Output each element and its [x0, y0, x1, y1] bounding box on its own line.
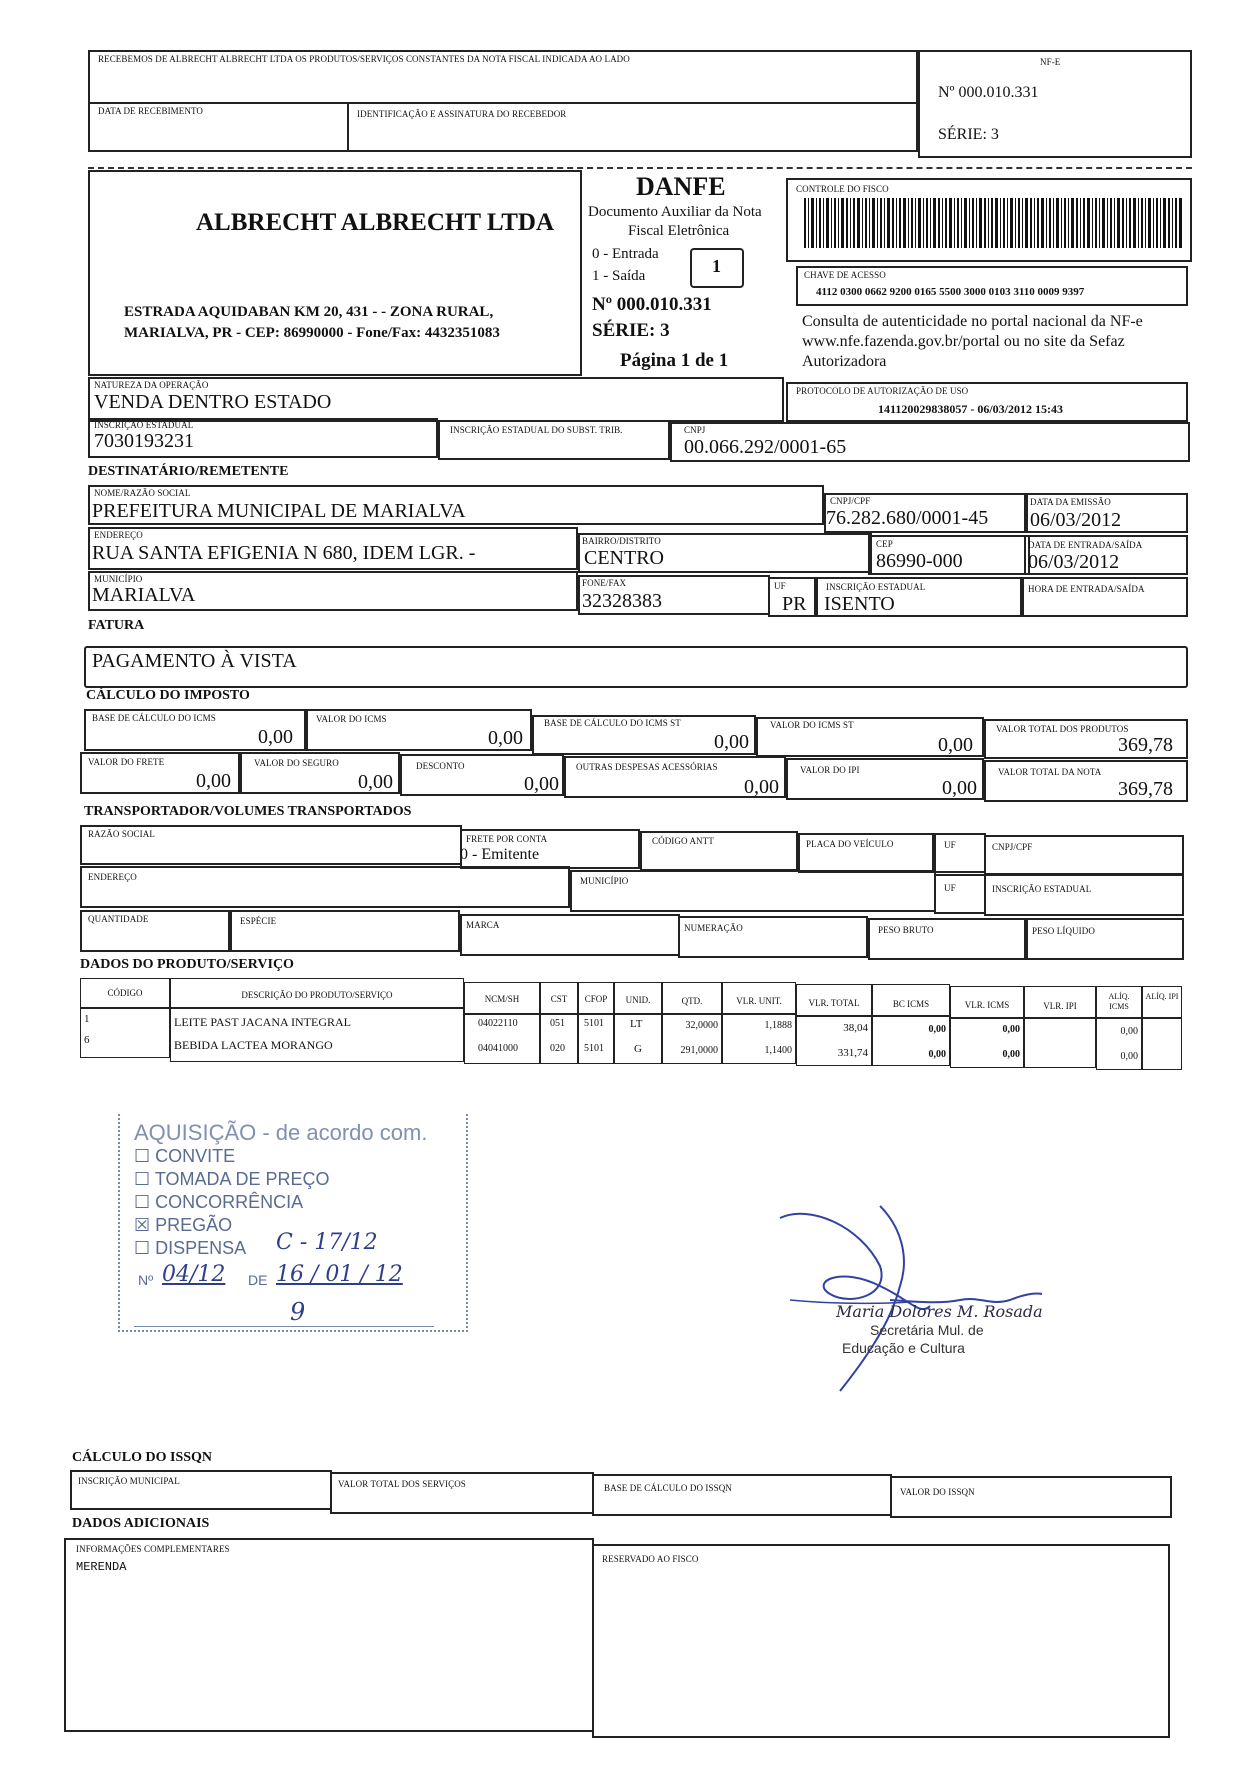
row-qtd: 32,0000	[685, 1020, 718, 1031]
stamp-option-label: PREGÃO	[155, 1215, 233, 1235]
issue-date-label: DATA DA EMISSÃO	[1030, 497, 1111, 507]
recipient-name: PREFEITURA MUNICIPAL DE MARIALVA	[92, 500, 466, 522]
freight-label: VALOR DO FRETE	[88, 757, 165, 767]
carrier-name-label: RAZÃO SOCIAL	[88, 829, 155, 839]
additional-section-title: DADOS ADICIONAIS	[72, 1516, 210, 1531]
invoice-text: PAGAMENTO À VISTA	[92, 650, 297, 672]
carrier-uf-box	[934, 833, 986, 873]
stamp-option-label: DISPENSA	[155, 1238, 247, 1258]
stamp-option-dispensa: ☐ DISPENSA	[134, 1238, 247, 1258]
state-registration: 7030193231	[94, 430, 194, 452]
cut-line	[88, 167, 1192, 169]
authenticity-note: Consulta de autenticidade no portal nacional da NF-e www.nfe.fazenda.gov.br/portal ou no site da Sefaz Autorizadora	[802, 313, 1143, 370]
issqn-base-box	[592, 1474, 892, 1516]
uf-label: UF	[774, 581, 786, 591]
danfe-page: Página 1 de 1	[620, 350, 729, 371]
row-vlr-icms: 0,00	[1002, 1024, 1020, 1035]
row-codigo: 6	[84, 1034, 90, 1046]
row-cfop: 5101	[584, 1018, 604, 1029]
receipt-date-label: DATA DE RECEBIMENTO	[98, 106, 204, 116]
ie-st-label: INSCRIÇÃO ESTADUAL DO SUBST. TRIB.	[450, 425, 623, 435]
receipt-stub	[88, 50, 918, 152]
phone-label: FONE/FAX	[582, 578, 627, 588]
receipt-statement: RECEBEMOS DE ALBRECHT ALBRECHT LTDA OS PRODUTOS/SERVIÇOS CONSTANTES DA NOTA FISCAL INDICADA AO LADO	[98, 54, 630, 64]
col-codigo: CÓDIGO	[107, 988, 143, 998]
row-ncm: 04022110	[478, 1018, 518, 1029]
city-label: MUNICÍPIO	[94, 574, 143, 584]
recipient-cnpj-label: CNPJ/CPF	[830, 496, 871, 506]
carrier-cnpj-box	[984, 835, 1184, 875]
receipt-serie: SÉRIE: 3	[938, 126, 999, 143]
fisco-reserved-label: RESERVADO AO FISCO	[602, 1554, 699, 1564]
danfe-number: Nº 000.010.331	[592, 294, 712, 315]
icms-st-label: VALOR DO ICMS ST	[770, 720, 854, 730]
insurance-label: VALOR DO SEGURO	[254, 758, 339, 768]
bc-icms-st: 0,00	[714, 731, 749, 753]
total-products-label: VALOR TOTAL DOS PRODUTOS	[996, 724, 1129, 734]
stamp-de-label: DE	[248, 1272, 268, 1288]
municipal-registration-label: INSCRIÇÃO MUNICIPAL	[78, 1476, 180, 1486]
nature-value: VENDA DENTRO ESTADO	[94, 391, 332, 413]
complementary-info: MERENDA	[76, 1560, 127, 1574]
col-qtd: QTD.	[681, 996, 703, 1006]
carrier-section-title: TRANSPORTADOR/VOLUMES TRANSPORTADOS	[84, 804, 412, 819]
signature-role-1: Secretária Mul. de	[870, 1322, 984, 1338]
discount: 0,00	[524, 773, 559, 795]
phone: 32328383	[582, 590, 662, 612]
tax-section-title: CÁLCULO DO IMPOSTO	[86, 688, 250, 703]
danfe-title: DANFE	[636, 172, 726, 201]
protocol-value: 141120029838057 - 06/03/2012 15:43	[878, 402, 1063, 416]
entry-exit-date: 06/03/2012	[1028, 551, 1120, 573]
bc-icms-label: BASE DE CÁLCULO DO ICMS	[92, 713, 216, 723]
col-vlr-unit: VLR. UNIT.	[736, 996, 782, 1006]
insurance: 0,00	[358, 771, 393, 793]
emitter-address-1: ESTRADA AQUIDABAN KM 20, 431 - - ZONA RURAL,	[124, 304, 494, 320]
row-bc-icms: 0,00	[928, 1049, 946, 1060]
carrier-address-label: ENDEREÇO	[88, 872, 137, 882]
row-cfop: 5101	[584, 1043, 604, 1054]
fisco-reserved-box	[592, 1544, 1170, 1738]
cep-label: CEP	[876, 539, 893, 549]
row-ncm: 04041000	[478, 1043, 518, 1054]
row-unit: 1,1888	[764, 1020, 792, 1031]
carrier-uf-label: UF	[944, 840, 956, 850]
carrier-city-label: MUNICÍPIO	[580, 876, 629, 886]
access-key-barcode	[804, 198, 1182, 248]
emitter-name: ALBRECHT ALBRECHT LTDA	[196, 209, 554, 236]
freight: 0,00	[196, 770, 231, 792]
protocol-label: PROTOCOLO DE AUTORIZAÇÃO DE USO	[796, 386, 969, 396]
row-descricao: LEITE PAST JACANA INTEGRAL	[174, 1015, 352, 1029]
icms-label: VALOR DO ICMS	[316, 714, 387, 724]
recipient-ie-label: INSCRIÇÃO ESTADUAL	[826, 582, 926, 592]
carrier-ie-label: INSCRIÇÃO ESTADUAL	[992, 884, 1092, 894]
stamp-option-pregao: ☒ PREGÃO	[134, 1215, 233, 1235]
row-total: 38,04	[843, 1022, 868, 1034]
total-products: 369,78	[1118, 734, 1173, 756]
receipt-nfe-label: NF-E	[1040, 57, 1061, 67]
issqn-section-title: CÁLCULO DO ISSQN	[72, 1450, 213, 1465]
col-vlr-total: VLR. TOTAL	[808, 998, 860, 1008]
city: MARIALVA	[92, 584, 196, 606]
ipi-label: VALOR DO IPI	[800, 765, 860, 775]
district: CENTRO	[584, 547, 664, 569]
bc-icms: 0,00	[258, 726, 293, 748]
col-aliq-ipi: ALÍQ. IPI	[1145, 992, 1179, 1001]
col-aliq-icms: ALÍQ. ICMS	[1108, 992, 1130, 1011]
stamp-option-tomada: ☐ TOMADA DE PREÇO	[134, 1169, 330, 1189]
fisco-control-label: CONTROLE DO FISCO	[796, 184, 889, 194]
numbering-label: NUMERAÇÃO	[684, 923, 743, 933]
brand-label: MARCA	[466, 920, 500, 930]
stamp-under: 9	[290, 1298, 306, 1326]
stamp-n-label: Nº	[138, 1272, 154, 1288]
icms: 0,00	[488, 727, 523, 749]
species-label: ESPÉCIE	[240, 916, 277, 926]
products-section-title: DADOS DO PRODUTO/SERVIÇO	[80, 957, 294, 972]
stamp-option-convite: ☐ CONVITE	[134, 1146, 236, 1166]
state-registration-label: INSCRIÇÃO ESTADUAL	[94, 420, 194, 430]
col-descricao: DESCRIÇÃO DO PRODUTO/SERVIÇO	[241, 990, 393, 1000]
col-ncm: NCM/SH	[484, 994, 520, 1004]
other-expenses: 0,00	[744, 776, 779, 798]
discount-label: DESCONTO	[416, 761, 465, 771]
recipient-cnpj: 76.282.680/0001-45	[826, 507, 989, 529]
emitter-cnpj-label: CNPJ	[684, 425, 706, 435]
carrier-cnpj-label: CNPJ/CPF	[992, 842, 1033, 852]
danfe-entrada: 0 - Entrada	[592, 246, 659, 262]
row-cst: 020	[550, 1043, 565, 1054]
ipi: 0,00	[942, 777, 977, 799]
emitter-box	[88, 170, 582, 376]
freight-payer: 0 - Emitente	[460, 846, 540, 863]
total-invoice: 369,78	[1118, 778, 1173, 800]
bc-icms-st-label: BASE DE CÁLCULO DO ICMS ST	[544, 718, 681, 728]
recipient-name-label: NOME/RAZÃO SOCIAL	[94, 488, 191, 498]
issqn-base-label: BASE DE CÁLCULO DO ISSQN	[604, 1483, 732, 1493]
col-cst: CST	[550, 994, 568, 1004]
col-unid: UNID.	[625, 995, 651, 1005]
freight-payer-label: FRETE POR CONTA	[466, 834, 548, 844]
net-weight-label: PESO LÍQUIDO	[1032, 926, 1095, 936]
row-aliq-icms: 0,00	[1120, 1051, 1138, 1062]
issqn-value-box	[890, 1476, 1172, 1518]
district-label: BAIRRO/DISTRITO	[582, 536, 661, 546]
nature-label: NATUREZA DA OPERAÇÃO	[94, 380, 209, 390]
plate-label: PLACA DO VEÍCULO	[806, 839, 894, 849]
row-cst: 051	[550, 1018, 565, 1029]
col-cfop: CFOP	[584, 994, 608, 1004]
invoice-section-title: FATURA	[88, 618, 145, 633]
access-key: 4112 0300 0662 9200 0165 5500 3000 0103 3110 0009 9397	[816, 286, 1085, 298]
services-total-label: VALOR TOTAL DOS SERVIÇOS	[338, 1479, 466, 1489]
recipient-address-label: ENDEREÇO	[94, 530, 143, 540]
danfe-subtitle-1: Documento Auxiliar da Nota	[588, 204, 762, 220]
col-vlr-icms: VLR. ICMS	[964, 1000, 1010, 1010]
stamp-title: AQUISIÇÃO - de acordo com.	[134, 1120, 428, 1145]
stamp-option-label: CONCORRÊNCIA	[155, 1192, 304, 1212]
issue-date: 06/03/2012	[1030, 509, 1122, 531]
row-total: 331,74	[837, 1047, 868, 1059]
receipt-number: Nº 000.010.331	[938, 84, 1039, 101]
access-key-label: CHAVE DE ACESSO	[804, 270, 886, 280]
carrier-uf2-label: UF	[944, 883, 956, 893]
icms-st: 0,00	[938, 734, 973, 756]
col-bc-icms: BC ICMS	[892, 999, 930, 1009]
receipt-signature-label: IDENTIFICAÇÃO E ASSINATURA DO RECEBEDOR	[357, 109, 567, 119]
signature-name: Maria Dolores M. Rosada	[836, 1302, 1043, 1321]
row-aliq-icms: 0,00	[1120, 1026, 1138, 1037]
emitter-address-2: MARIALVA, PR - CEP: 86990000 - Fone/Fax: 4432351083	[124, 325, 500, 341]
issqn-value-label: VALOR DO ISSQN	[900, 1487, 975, 1497]
stamp-handwritten-code: C - 17/12	[276, 1230, 378, 1255]
gross-weight-label: PESO BRUTO	[878, 925, 934, 935]
row-vlr-icms: 0,00	[1002, 1049, 1020, 1060]
emitter-cnpj: 00.066.292/0001-65	[684, 436, 847, 458]
row-bc-icms: 0,00	[928, 1024, 946, 1035]
danfe-saida: 1 - Saída	[592, 268, 646, 284]
antt-label: CÓDIGO ANTT	[652, 836, 714, 846]
carrier-ie-box	[984, 874, 1184, 916]
stamp-option-concorrencia: ☐ CONCORRÊNCIA	[134, 1192, 304, 1212]
net-weight-box	[1024, 918, 1184, 960]
carrier-uf2-box	[934, 874, 986, 914]
recipient-address: RUA SANTA EFIGENIA N 680, IDEM LGR. -	[92, 542, 476, 564]
recipient-section-title: DESTINATÁRIO/REMETENTE	[88, 464, 289, 479]
entry-exit-date-label: DATA DE ENTRADA/SAÍDA	[1028, 540, 1143, 550]
recipient-ie: ISENTO	[824, 593, 895, 615]
row-qtd: 291,0000	[680, 1045, 718, 1056]
signature-scribble	[770, 1196, 1050, 1396]
quantity-label: QUANTIDADE	[88, 914, 149, 924]
danfe-subtitle-2: Fiscal Eletrônica	[628, 223, 730, 239]
danfe-tipo: 1	[712, 256, 721, 276]
entry-exit-time-box	[1020, 577, 1188, 617]
complementary-info-label: INFORMAÇÕES COMPLEMENTARES	[76, 1544, 230, 1554]
complementary-info-box	[64, 1538, 594, 1732]
stamp-de-value: 16 / 01 / 12	[276, 1262, 403, 1287]
row-unid: LT	[630, 1018, 643, 1030]
cep: 86990-000	[876, 550, 963, 572]
row-descricao: BEBIDA LACTEA MORANGO	[174, 1038, 333, 1052]
danfe-serie: SÉRIE: 3	[592, 320, 670, 341]
row-unid: G	[634, 1043, 642, 1055]
col-vlr-ipi: VLR. IPI	[1043, 1001, 1077, 1011]
row-unit: 1,1400	[764, 1045, 792, 1056]
signature-role-2: Educação e Cultura	[842, 1340, 965, 1356]
entry-exit-time-label: HORA DE ENTRADA/SAÍDA	[1028, 584, 1145, 594]
stamp-option-label: TOMADA DE PREÇO	[154, 1169, 330, 1189]
stamp-option-label: CONVITE	[155, 1146, 236, 1166]
total-invoice-label: VALOR TOTAL DA NOTA	[998, 767, 1102, 777]
uf: PR	[782, 593, 807, 615]
carrier-address-box	[80, 866, 570, 908]
row-codigo: 1	[84, 1013, 90, 1025]
other-expenses-label: OUTRAS DESPESAS ACESSÓRIAS	[576, 762, 718, 772]
stamp-n-value: 04/12	[162, 1262, 226, 1287]
